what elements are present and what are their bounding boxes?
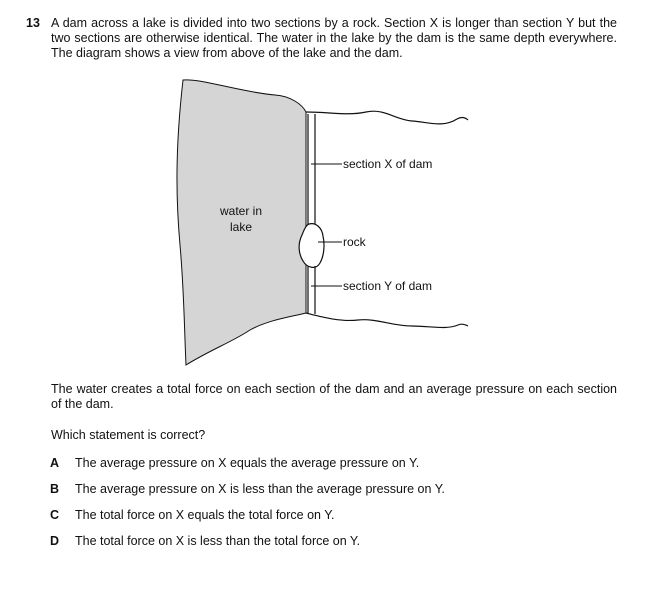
option-letter: A <box>50 456 60 470</box>
option-text: The total force on X equals the total force on Y. <box>75 508 335 522</box>
section-x-label: section X of dam <box>343 157 433 171</box>
option-d[interactable] <box>50 534 360 548</box>
water-label-line1: water in <box>219 204 263 218</box>
option-text: The total force on X is less than the total force on Y. <box>75 534 361 548</box>
question-intro: A dam across a lake is divided into two sections by a rock. Section X is longer than section Y but the two sections are otherwise identical. The water in the lake by the dam is the same depth everywhere. The diagram shows a view from above of the lake and the dam. <box>51 16 617 60</box>
question-number: 13 <box>26 16 40 30</box>
question-paragraph-2: The water creates a total force on each section of the dam and an average pressure on each section of the dam. <box>51 382 617 411</box>
option-letter: B <box>50 482 60 496</box>
section-y-label: section Y of dam <box>343 279 432 293</box>
option-b[interactable] <box>50 482 445 496</box>
option-text: The average pressure on X equals the average pressure on Y. <box>75 456 420 470</box>
option-c[interactable] <box>50 508 334 522</box>
option-letter: D <box>50 534 60 548</box>
question-prompt: Which statement is correct? <box>51 428 206 442</box>
water-label-line2: lake <box>229 220 253 234</box>
upper-shoreline <box>306 111 468 124</box>
option-a[interactable] <box>50 456 419 470</box>
rock-label: rock <box>343 235 366 249</box>
option-letter: C <box>50 508 60 522</box>
lower-shoreline <box>306 313 468 328</box>
option-text: The average pressure on X is less than the average pressure on Y. <box>75 482 445 496</box>
